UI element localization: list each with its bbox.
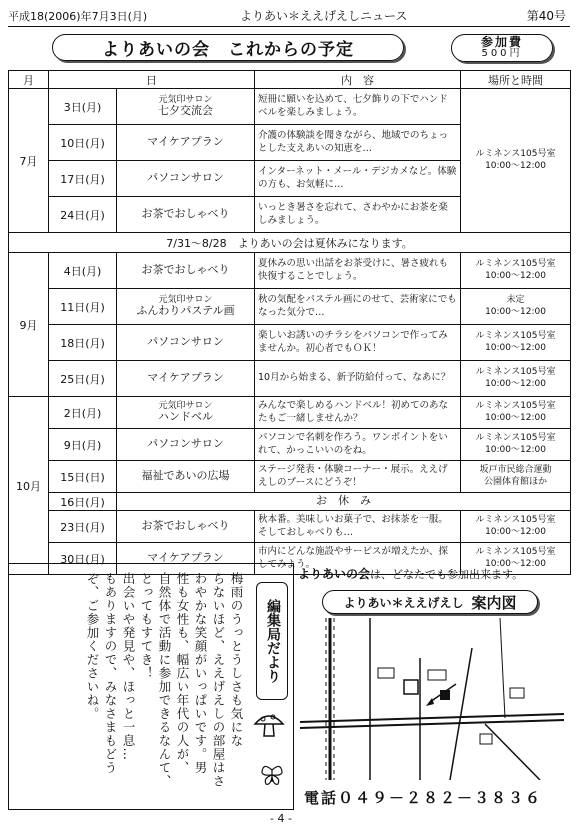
- fee-badge: [451, 34, 553, 62]
- newsletter-name: よりあい＊ええげえしニュース: [240, 9, 408, 23]
- event-title: ふんわりパステル画: [136, 304, 235, 318]
- place-name: ルミネンス105号室: [475, 330, 556, 341]
- section-title: よりあいの会 これからの予定: [52, 34, 404, 61]
- editorial-box: [8, 563, 294, 810]
- map-title-text: よりあい＊ええげえし: [343, 595, 464, 610]
- event-subtitle: 元気印サロン: [158, 295, 213, 305]
- table-row: [9, 397, 571, 429]
- month-october: 10月: [9, 397, 49, 575]
- row-content: みんなで楽しめるハンドベル！初めてのあなたもご一緒しませんか？: [255, 397, 461, 429]
- place-name: ルミネンス105号室: [475, 432, 556, 443]
- row-day: 2日(月): [49, 397, 117, 429]
- row-day: 9日(月): [49, 429, 117, 461]
- header-month: 月: [9, 71, 49, 89]
- editorial-line: もありますので、みなさまもどう: [103, 572, 118, 775]
- month-july: 7月: [9, 89, 49, 233]
- row-event: [117, 89, 255, 125]
- editorial-line: ぞ、ご参加くださいね。: [85, 572, 100, 721]
- guide-section: [298, 566, 570, 810]
- table-row: [9, 361, 571, 397]
- place-name: ルミネンス105号室: [475, 258, 556, 269]
- row-event: 福祉であいの広場: [117, 461, 255, 493]
- month-september: 9月: [9, 253, 49, 397]
- place-name: ルミネンス105号室: [475, 148, 556, 159]
- place-name: ルミネンス105号室: [475, 546, 556, 557]
- row-event: マイケアプラン: [117, 361, 255, 397]
- place-time: 10:00～12:00: [485, 342, 546, 353]
- mushroom-icon: [249, 704, 289, 744]
- row-content: 市内にどんな施設やサービスが増えたか、探してみよう。: [255, 543, 461, 575]
- row-day: 30日(月): [49, 543, 117, 575]
- row-content: 楽しいお誘いのチラシをパソコンで作ってみませんか。初心者でもＯＫ！: [255, 325, 461, 361]
- summer-notice: 7/31～8/28 よりあいの会は夏休みになります。: [9, 233, 571, 253]
- editorial-badge: 編集局だより: [256, 582, 288, 700]
- row-event: お茶でおしゃべり: [117, 197, 255, 233]
- place-name: ルミネンス105号室: [475, 400, 556, 411]
- table-row: [9, 429, 571, 461]
- place-time: 10:00～12:00: [485, 526, 546, 537]
- fee-label: 参加費: [480, 35, 523, 50]
- place-time: 10:00～12:00: [485, 412, 546, 423]
- row-content: 短冊に願いを込めて、七夕飾りの下でハンドベルを楽しみましょう。: [255, 89, 461, 125]
- row-day: 18日(月): [49, 325, 117, 361]
- row-place: [461, 253, 571, 289]
- row-event: マイケアプラン: [117, 543, 255, 575]
- row-event: パソコンサロン: [117, 429, 255, 461]
- place-time: 10:00～12:00: [485, 444, 546, 455]
- guide-map: [300, 590, 564, 807]
- row-content: ステージ発表・体験コーナー・展示。ええげえしのブースにどうぞ！: [255, 461, 461, 493]
- event-subtitle: 元気印サロン: [158, 401, 213, 411]
- row-place: [461, 511, 571, 543]
- editorial-line: らないほど、ええげえしの部屋はさ: [211, 572, 226, 788]
- editorial-line: とってもすてき！: [139, 572, 154, 680]
- table-row: [9, 461, 571, 493]
- fee-amount: 500円: [481, 48, 523, 60]
- telephone-number: 電話０４９－２８２－３８３６: [304, 789, 543, 807]
- row-event: お茶でおしゃべり: [117, 511, 255, 543]
- event-title: ハンドベル: [158, 410, 213, 424]
- row-day: 23日(月): [49, 511, 117, 543]
- row-content: 秋の気配をパステル画にのせて、芸術家にでもなった気分で…: [255, 289, 461, 325]
- row-day: 16日(月): [49, 493, 117, 511]
- table-row: [9, 253, 571, 289]
- header-divider: [8, 26, 570, 27]
- row-place: [461, 325, 571, 361]
- row-holiday: お 休 み: [117, 493, 571, 511]
- row-event: パソコンサロン: [117, 325, 255, 361]
- summer-notice-row: [9, 233, 571, 253]
- row-event: [117, 289, 255, 325]
- table-row: [9, 325, 571, 361]
- map-title: [322, 590, 538, 614]
- guide-intro-bold: よりあいの会: [298, 567, 371, 581]
- guide-intro-text: は、どなたでも参加出来ます。: [370, 568, 524, 581]
- page-header: [8, 6, 570, 24]
- place-name: ルミネンス105号室: [475, 514, 556, 525]
- editorial-line: わやかな笑顔がいっぱいです。男: [193, 572, 208, 775]
- row-content: 介護の体験談を聞きながら、地域でのちょっとした支えあいの知恵を…: [255, 125, 461, 161]
- table-row: [9, 289, 571, 325]
- header-content: 内 容: [255, 71, 461, 89]
- editorial-text: [83, 572, 245, 804]
- place-name: ルミネンス105号室: [475, 366, 556, 377]
- row-content: インターネット・メール・デジカメなど。体験の方も、お気軽に…: [255, 161, 461, 197]
- map-illustration: [300, 618, 564, 780]
- row-content: パソコンで名刺を作ろう。ワンポイントをいれて、かっこいいのをね。: [255, 429, 461, 461]
- row-event: [117, 397, 255, 429]
- row-day: 17日(月): [49, 161, 117, 197]
- row-day: 10日(月): [49, 125, 117, 161]
- row-content: 10月から始まる、新予防給付って、なあに？: [255, 361, 461, 397]
- row-content: 夏休みの思い出話をお茶受けに、暑さ疲れも快復することでしょう。: [255, 253, 461, 289]
- place-july: [461, 89, 571, 233]
- header-day: 日: [49, 71, 255, 89]
- butterfly-icon: [259, 762, 285, 788]
- row-place: [461, 429, 571, 461]
- issue-date: 平成18(2006)年7月3日(月): [8, 10, 148, 23]
- place-time: 10:00～12:00: [485, 270, 546, 281]
- header-place: 場所と時間: [461, 71, 571, 89]
- place-name: 坂戸市民総合運動: [479, 464, 552, 475]
- row-place: [461, 461, 571, 493]
- editorial-line: 出会いや発見や、ほっと一息…: [121, 572, 136, 761]
- issue-number: 第40号: [526, 9, 566, 23]
- row-event: マイケアプラン: [117, 125, 255, 161]
- place-time: 10:00～12:00: [485, 306, 546, 317]
- schedule-table: [8, 70, 571, 575]
- row-day: 15日(日): [49, 461, 117, 493]
- row-content: いっとき暑さを忘れて、さわやかにお茶を楽しみましょう。: [255, 197, 461, 233]
- row-day: 25日(月): [49, 361, 117, 397]
- place-time: 10:00～12:00: [485, 558, 546, 569]
- editorial-line: 自然体で活動に参加できるなんて、: [157, 572, 172, 788]
- event-title: 七夕交流会: [158, 104, 213, 118]
- place-time: 10:00～12:00: [485, 378, 546, 389]
- editorial-line: 性も女性も、幅広い年代の人が、: [175, 572, 190, 775]
- place-time: 10:00～12:00: [485, 160, 546, 171]
- guide-intro: [298, 566, 570, 583]
- place-name: 未定: [506, 294, 525, 305]
- row-event: パソコンサロン: [117, 161, 255, 197]
- row-day: 11日(月): [49, 289, 117, 325]
- row-event: お茶でおしゃべり: [117, 253, 255, 289]
- row-day: 24日(月): [49, 197, 117, 233]
- row-place: [461, 361, 571, 397]
- row-place: [461, 397, 571, 429]
- row-place: [461, 289, 571, 325]
- editorial-line: 梅雨のうっとうしさも気にな: [229, 572, 244, 748]
- table-row: [9, 89, 571, 125]
- table-row: [9, 493, 571, 511]
- page-number: - 4 -: [270, 812, 292, 825]
- table-header-row: [9, 71, 571, 89]
- map-title-big: 案内図: [471, 593, 517, 612]
- row-day: 4日(月): [49, 253, 117, 289]
- table-row: [9, 511, 571, 543]
- event-subtitle: 元気印サロン: [158, 95, 213, 105]
- row-content: 秋本番。美味しいお菓子で、お抹茶を一服。そしておしゃべりも…: [255, 511, 461, 543]
- place-time: 公園体育館ほか: [483, 476, 547, 487]
- row-day: 3日(月): [49, 89, 117, 125]
